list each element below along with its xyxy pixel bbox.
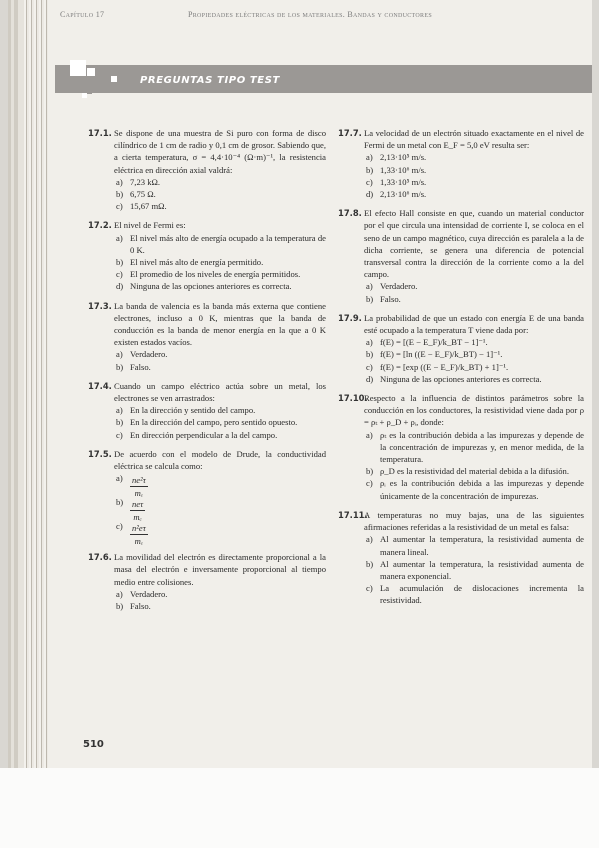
option-letter: b) (366, 349, 374, 360)
option-text: Falso. (380, 293, 401, 304)
option-text: ρₜ es la contribución debida a las impurezas y depende de la concentración de impurezas y, en menor medida, de la temperatura. (380, 429, 584, 465)
fraction-denominator: mₑ (133, 512, 142, 523)
option-text: En la dirección del campo, pero sentido opuesto. (130, 417, 298, 428)
answer-option (114, 188, 326, 200)
answer-option (114, 268, 326, 280)
option-letter: b) (366, 293, 374, 304)
answer-option (114, 348, 326, 360)
question-stem: La velocidad de un electrón situado exactamente en el nivel de Fermi de un metal con E_F = 5,0 eV resulta ser: (364, 128, 584, 151)
fraction-numerator: neτ (130, 498, 145, 511)
option-text: ρ_D es la resistividad del material debida a la difusión. (380, 466, 569, 477)
question-stem: A temperaturas no muy bajas, una de las siguientes afirmaciones referidas a la resistividad de un metal es falsa: (364, 509, 584, 533)
section-title: PREGUNTAS TIPO TEST (140, 75, 280, 86)
question-item (88, 127, 326, 212)
option-text: Falso. (130, 361, 151, 372)
answer-option (364, 429, 584, 466)
question-stem: La movilidad del electrón es directamente proporcional a la masa del electrón e inversamente proporcional al tiempo medio entre colisiones. (114, 552, 326, 587)
question-stem: De acuerdo con el modelo de Drude, la conductividad eléctrica se calcula como: (114, 448, 326, 472)
answer-option (364, 361, 584, 373)
formula-option (114, 520, 326, 547)
option-text: Al aumentar la temperatura, la resistividad aumenta de manera exponencial. (380, 558, 584, 581)
option-text: 6,75 Ω. (130, 189, 156, 200)
answer-option (364, 373, 584, 385)
option-letter: a) (116, 588, 123, 599)
question-number: 17.4. (88, 380, 112, 391)
question-stem: Cuando un campo eléctrico actúa sobre un metal, los electrones se ven arrastrados: (114, 380, 326, 404)
question-item (338, 207, 584, 305)
answer-option (364, 558, 584, 582)
option-text: En la dirección y sentido del campo. (130, 405, 256, 416)
option-letter: b) (116, 601, 124, 612)
answer-option (114, 416, 326, 428)
option-letter: b) (116, 189, 124, 200)
question-item (88, 300, 326, 373)
option-letter: c) (116, 521, 123, 532)
option-letter: b) (366, 558, 374, 569)
option-letter: a) (116, 349, 123, 360)
option-letter: a) (366, 534, 373, 545)
answer-option (114, 232, 326, 256)
answer-option (364, 188, 584, 200)
question-item (88, 551, 326, 612)
answer-option (114, 588, 326, 600)
fraction-denominator: mₑ (134, 488, 144, 499)
option-letter: a) (366, 281, 373, 292)
option-letter: c) (116, 201, 123, 212)
question-stem: El nivel de Fermi es: (114, 220, 186, 231)
option-text: 2,13·10⁶ m/s. (380, 189, 427, 200)
option-text: 15,67 mΩ. (130, 201, 167, 212)
question-stem: Respecto a la influencia de distintos parámetros sobre la conducción en los conductores, la resistividad viene dada por ρ = ρₜ + ρ_D + ρᵢ, donde: (364, 393, 584, 428)
option-letter: b) (116, 361, 124, 372)
option-letter: d) (366, 373, 374, 384)
right-column (338, 127, 584, 614)
option-letter: a) (116, 176, 123, 187)
option-letter: b) (116, 497, 124, 508)
option-letter: a) (116, 473, 123, 484)
option-text: ρᵢ es la contribución debida a las impurezas y depende únicamente de la concentración de impurezas. (380, 478, 584, 501)
question-number: 17.8. (338, 208, 362, 219)
background-surface (0, 768, 599, 848)
option-text: f(E) = [ln ((E − E_F)/k_BT) − 1]⁻¹. (380, 349, 503, 360)
chapter-title: Propiedades eléctricas de los materiales. Bandas y conductores (188, 10, 432, 19)
option-letter: a) (366, 429, 373, 440)
option-text: La acumulación de dislocaciones incrementa la resistividad. (380, 583, 584, 606)
option-letter: d) (116, 281, 124, 292)
answer-option (364, 477, 584, 501)
question-number: 17.11. (338, 509, 368, 520)
option-text: Ninguna de las opciones anteriores es correcta. (130, 281, 292, 292)
question-item (88, 380, 326, 441)
answer-option (364, 164, 584, 176)
option-letter: a) (116, 405, 123, 416)
answer-option (364, 465, 584, 477)
question-stem: El efecto Hall consiste en que, cuando un material conductor por el que circula una intensidad de corriente I, se coloca en el seno de un campo magnético, cuya dirección es paralela a la de dicha corriente, se genera una diferencia de potencial transversal contra la dirección de la corriente como a la del campo. (364, 208, 584, 280)
question-item (88, 448, 326, 547)
option-letter: b) (116, 417, 124, 428)
option-letter: c) (116, 269, 123, 280)
option-text: Verdadero. (380, 281, 418, 292)
option-text: El nivel más alto de energía ocupado a la temperatura de 0 K. (130, 232, 326, 255)
question-number: 17.5. (88, 448, 112, 459)
question-stem: Se dispone de una muestra de Si puro con forma de disco cilíndrico de 1 cm de radio y 0,1 cm de grosor. Sabiendo que, a cierta temperatura, σ = 4,4·10⁻⁴ (Ω·m)⁻¹, la resistencia eléctrica en dirección axial valdrá: (114, 128, 326, 175)
fraction-formula (130, 522, 148, 547)
question-number: 17.6. (88, 552, 112, 563)
option-text: El promedio de los niveles de energía permitidos. (130, 269, 301, 280)
answer-option (364, 533, 584, 557)
option-letter: c) (366, 361, 373, 372)
option-letter: a) (116, 232, 123, 243)
answer-option (114, 256, 326, 268)
fraction-denominator: mₑ (134, 536, 144, 547)
answer-option (364, 151, 584, 163)
question-item (338, 509, 584, 607)
option-text: 1,33·10⁶ m/s. (380, 164, 427, 175)
question-number: 17.10. (338, 393, 368, 404)
question-number: 17.9. (338, 312, 362, 323)
answer-option (364, 336, 584, 348)
answer-option (114, 200, 326, 212)
option-text: En dirección perpendicular a la del campo. (130, 429, 278, 440)
formula-option (114, 496, 326, 523)
option-letter: b) (116, 257, 124, 268)
option-letter: c) (366, 176, 373, 187)
option-letter: c) (366, 478, 373, 489)
question-number: 17.7. (338, 128, 362, 138)
question-number: 17.1. (88, 128, 112, 138)
question-stem: La banda de valencia es la banda más externa que contiene electrones, incluso a 0 K, mientras que la banda de conducción es la banda de menor energía en la que a 0 K existen estados vacíos. (114, 300, 326, 348)
answer-option (114, 361, 326, 373)
page-number: 510 (83, 739, 104, 750)
question-item (88, 219, 326, 292)
answer-option (114, 429, 326, 441)
option-text: 1,33·10⁵ m/s. (380, 176, 427, 187)
answer-option (364, 582, 584, 606)
answer-option (364, 280, 584, 292)
option-text: 2,13·10⁵ m/s. (380, 152, 427, 163)
answer-option (114, 600, 326, 612)
fraction-numerator: ne²τ (130, 474, 148, 487)
option-text: El nivel más alto de energía permitido. (130, 257, 264, 268)
answer-option (114, 404, 326, 416)
answer-option (364, 348, 584, 360)
left-column (88, 127, 326, 619)
question-item (338, 127, 584, 200)
question-item (338, 392, 584, 502)
option-text: 7,23 kΩ. (130, 176, 161, 187)
answer-option (114, 176, 326, 188)
option-letter: d) (366, 189, 374, 200)
option-text: Al aumentar la temperatura, la resistividad aumenta de manera lineal. (380, 534, 584, 557)
answer-option (114, 280, 326, 292)
option-letter: b) (366, 466, 374, 477)
option-text: f(E) = [exp ((E − E_F)/k_BT) + 1]⁻¹. (380, 361, 509, 372)
question-stem: La probabilidad de que un estado con energía E de una banda esté ocupado a la temperatura T viene dada por: (364, 312, 584, 336)
page-edge-stack (24, 0, 48, 768)
option-text: f(E) = [(E − E_F)/k_BT − 1]⁻¹. (380, 337, 488, 348)
question-number: 17.2. (88, 220, 112, 231)
chapter-label: Capítulo 17 (60, 10, 105, 19)
formula-option (114, 472, 326, 499)
option-text: Verdadero. (130, 588, 168, 599)
option-letter: a) (366, 152, 373, 163)
question-number: 17.3. (88, 300, 112, 311)
option-letter: c) (116, 429, 123, 440)
option-text: Verdadero. (130, 349, 168, 360)
option-letter: a) (366, 337, 373, 348)
option-text: Falso. (130, 601, 151, 612)
section-banner (55, 65, 592, 93)
option-letter: c) (366, 583, 373, 594)
answer-option (364, 293, 584, 305)
option-text: Ninguna de las opciones anteriores es correcta. (380, 373, 542, 384)
answer-option (364, 176, 584, 188)
question-item (338, 312, 584, 385)
option-letter: b) (366, 164, 374, 175)
fraction-numerator: n²eτ (130, 522, 148, 535)
